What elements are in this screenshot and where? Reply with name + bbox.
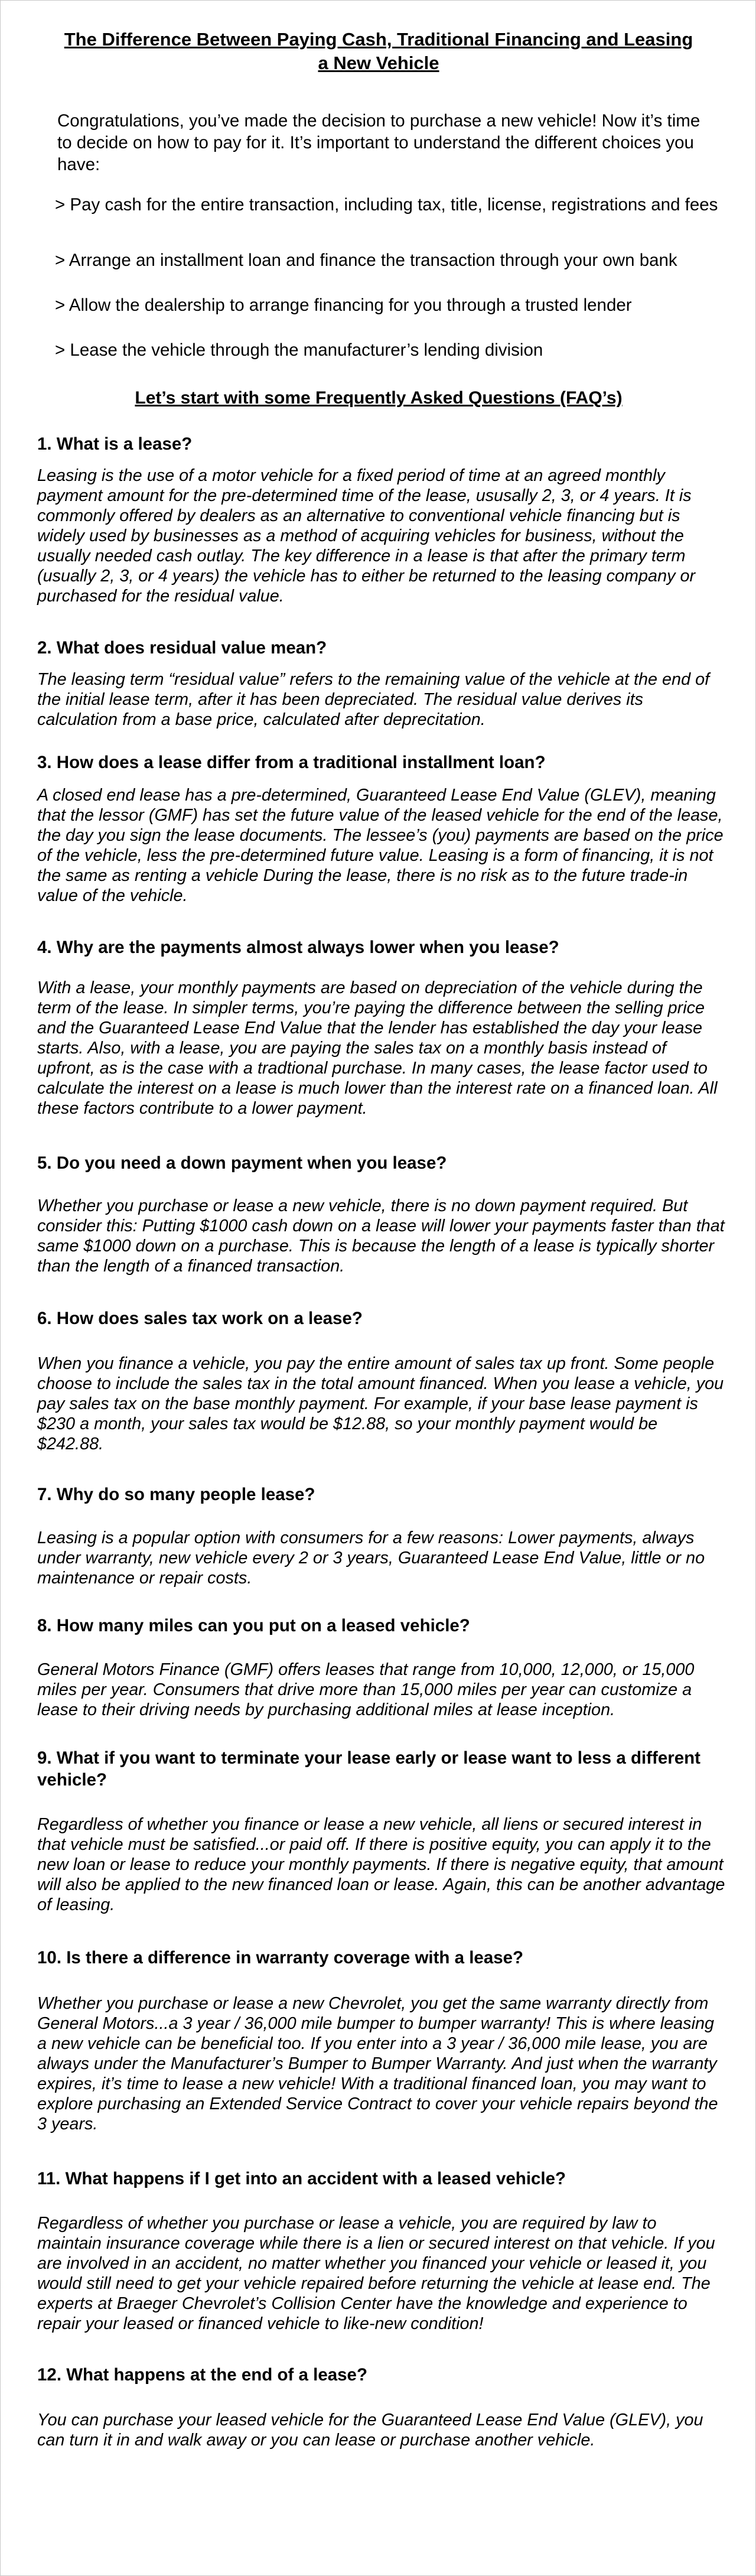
faq-heading: Let’s start with some Frequently Asked Questions (FAQ’s)	[135, 388, 623, 408]
faq-answer-5: Whether you purchase or lease a new vehicle, there is no down payment required. But consider this: Putting $1000 cash down on a lease will lower your payments faster than that same $1000 down on a purchase. This is because the length of a lease is typically shorter than the length of a financed transaction.	[37, 1196, 725, 1276]
faq-answer-1: Leasing is the use of a motor vehicle for a fixed period of time at an agreed monthly payment amount for the pre-determined time of the lease, ususally 2, 3, or 4 years. It is commonly offered by dealers as an alternative to conventional vehicle financing but is widely used by businesses as a method of acquiring vehicles for business, without the usually needed cash outlay. The key difference in a lease is that after the primary term (usually 2, 3, or 4 years) the vehicle has to either be returned to the leasing company or purchased for the residual value.	[37, 466, 696, 606]
document-title: The Difference Between Paying Cash, Traditional Financing and Leasing a New Vehicle	[64, 29, 693, 73]
faq-question-4: 4. Why are the payments almost always lower when you lease?	[37, 938, 559, 957]
faq-question-9: 9. What if you want to terminate your lease early or lease want to less a different vehicle?	[37, 1748, 700, 1790]
faq-answer-7: Leasing is a popular option with consumers for a few reasons: Lower payments, always under warranty, new vehicle every 2 or 3 years, Guaranteed Lease End Value, little or no maintenance or repair costs.	[37, 1528, 705, 1588]
choice-item-dealer-financing: > Allow the dealership to arrange financing for you through a trusted lender	[55, 295, 632, 315]
faq-question-10: 10. Is there a difference in warranty coverage with a lease?	[37, 1948, 524, 1967]
faq-answer-9: Regardless of whether you finance or lease a new vehicle, all liens or secured interest in that vehicle must be satisfied...or paid off. If there is positive equity, you can apply it to the new loan or lease to reduce your monthly payments. If there is negative equity, that amount will also be applied to the new financed loan or lease. Again, this can be another advantage of leasing.	[37, 1815, 725, 1914]
faq-question-11: 11. What happens if I get into an accident with a leased vehicle?	[37, 2169, 566, 2188]
faq-answer-8: General Motors Finance (GMF) offers leases that range from 10,000, 12,000, or 15,000 miles per year. Consumers that drive more than 15,000 miles per year can customize a lease to their driving needs by purchasing additional miles at lease inception.	[37, 1660, 695, 1719]
faq-answer-6: When you finance a vehicle, you pay the entire amount of sales tax up front. Some people choose to include the sales tax in the total amount financed. When you lease a vehicle, you pay sales tax on the base monthly payment. For example, if your base lease payment is $230 a month, your sales tax would be $12.88, so your monthly payment would be $242.88.	[37, 1354, 724, 1453]
faq-question-1: 1. What is a lease?	[37, 434, 193, 454]
faq-question-3: 3. How does a lease differ from a traditional installment loan?	[37, 753, 546, 772]
faq-question-12: 12. What happens at the end of a lease?	[37, 2365, 367, 2385]
faq-answer-11: Regardless of whether you purchase or lease a vehicle, you are required by law to maintain insurance coverage while there is a lien or secured interest on that vehicle. If you are involved in an accident, no matter whether you financed your vehicle or leased it, you would still need to get your vehicle repaired before returning the vehicle at lease end. The experts at Braeger Chevrolet’s Collision Center have the knowledge and experience to repair your leased or financed vehicle to like-new condition!	[37, 2214, 715, 2333]
faq-answer-12: You can purchase your leased vehicle for the Guaranteed Lease End Value (GLEV), you can turn it in and walk away or you can lease or purchase another vehicle.	[37, 2411, 703, 2450]
choice-item-cash: > Pay cash for the entire transaction, including tax, title, license, registrations and fees	[55, 195, 718, 214]
intro-paragraph: Congratulations, you’ve made the decision to purchase a new vehicle! Now it’s time to decide on how to pay for it. It’s important to understand the different choices you have:	[57, 111, 700, 174]
faq-answer-3: A closed end lease has a pre-determined, Guaranteed Lease End Value (GLEV), meaning that the lessor (GMF) has set the future value of the leased vehicle for the end of the lease, the day you sign the lease documents. The lessee’s (you) payments are based on the price of the vehicle, less the pre-determined future value. Leasing is a form of financing, it is not the same as renting a vehicle During the lease, there is no risk as to the future trade-in value of the vehicle.	[37, 786, 724, 905]
choice-item-lease: > Lease the vehicle through the manufacturer’s lending division	[55, 340, 543, 360]
faq-question-5: 5. Do you need a down payment when you lease?	[37, 1153, 447, 1173]
faq-answer-4: With a lease, your monthly payments are based on depreciation of the vehicle during the term of the lease. In simpler terms, you’re paying the difference between the selling price and the Guaranteed Lease End Value that the lender has established the day your lease starts. Also, with a lease, you are paying the sales tax on a monthly basis instead of upfront, as is the case with a tradtional purchase. In many cases, the lease factor used to calculate the interest on a lease is much lower than the interest rate on a financed loan. All these factors contribute to a lower payment.	[37, 978, 718, 1118]
faq-question-2: 2. What does residual value mean?	[37, 638, 327, 658]
choice-item-bank-loan: > Arrange an installment loan and finance the transaction through your own bank	[55, 251, 677, 270]
faq-question-6: 6. How does sales tax work on a lease?	[37, 1309, 363, 1328]
faq-answer-10: Whether you purchase or lease a new Chevrolet, you get the same warranty directly from General Motors...a 3 year / 36,000 mile bumper to bumper warranty! This is where leasing a new vehicle can be beneficial too. If you enter into a 3 year / 36,000 mile lease, you are always under the Manufacturer’s Bumper to Bumper Warranty. And just when the warranty expires, it’s time to lease a new vehicle! With a traditional financed loan, you may want to explore purchasing an Extended Service Contract to cover your vehicle repairs beyond the 3 years.	[37, 1994, 718, 2133]
faq-question-8: 8. How many miles can you put on a leased vehicle?	[37, 1616, 470, 1635]
faq-answer-2: The leasing term “residual value” refers to the remaining value of the vehicle at the end of the initial lease term, after it has been depreciated. The residual value derives its calculation from a base price, calculated after deprecitation.	[37, 670, 710, 729]
faq-question-7: 7. Why do so many people lease?	[37, 1485, 315, 1504]
